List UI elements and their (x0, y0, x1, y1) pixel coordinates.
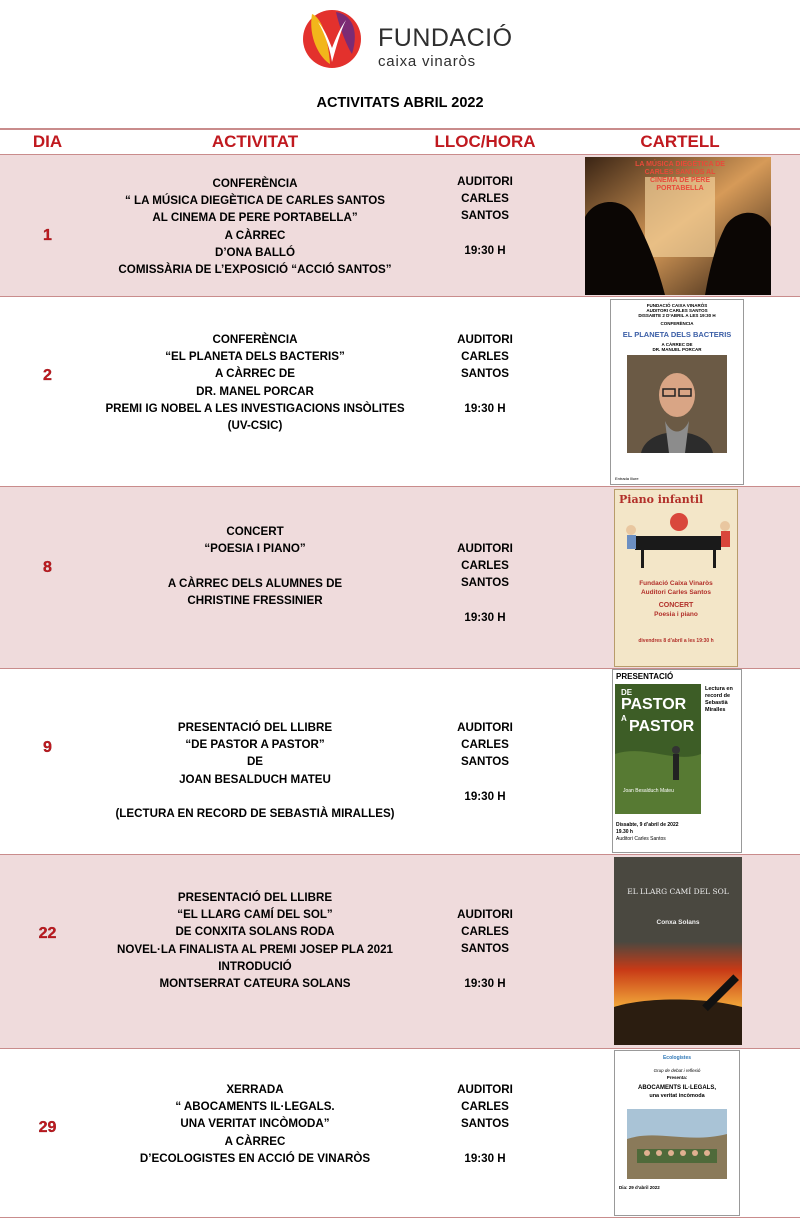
row-activity (95, 523, 415, 609)
place-line: 19:30 H (464, 610, 506, 624)
place-line (420, 383, 550, 400)
activity-line: A CÀRREC (224, 1134, 286, 1148)
row-activity (95, 175, 415, 278)
row-place (420, 906, 550, 992)
row-activity (95, 719, 415, 822)
poster-2-org: FUNDACIÓ CAIXA VINARÒS (646, 303, 708, 308)
place-line: SANTOS (460, 576, 510, 590)
activity-line: “ LA MÚSICA DIEGÈTICA DE CARLES SANTOS (124, 194, 385, 208)
activity-line: D’ECOLOGISTES EN ACCIÓ DE VINARÒS (139, 1151, 371, 1165)
table-row (0, 486, 800, 668)
poster-2-date: DISSABTE 2 D’ABRIL A LES 19:30 H (638, 313, 716, 318)
poster-2-kind: CONFERÈNCIA (660, 321, 694, 326)
activity-line: DR. MANEL PORCAR (196, 384, 314, 398)
place-line: 19:30 H (464, 789, 506, 803)
activity-line: “EL LLARG CAMÍ DEL SOL” (177, 908, 333, 922)
poster-2-speaker: DR. MANUEL PORCAR (652, 347, 702, 352)
poster-5-image (614, 857, 742, 1045)
poster-3-title: Piano infantil (619, 493, 704, 506)
place-line: AUDITORI (457, 1083, 513, 1096)
poster-3-line4: Poesia i piano (654, 611, 698, 618)
place-line: 19:30 H (464, 976, 506, 990)
activity-line: PREMI IG NOBEL A LES INVESTIGACIONS INSÒLITES (105, 401, 405, 415)
poster-3-line1: Fundació Caixa Vinaròs (639, 580, 713, 587)
poster-3-line2: Auditori Carles Santos (640, 589, 712, 596)
row-activity (95, 331, 415, 434)
poster-2-title: EL PLANETA DELS BACTERIS (622, 330, 732, 339)
place-line: SANTOS (460, 942, 510, 956)
table-header (0, 132, 800, 152)
activity-line: (LECTURA EN RECORD DE SEBASTIÀ MIRALLES) (115, 807, 395, 821)
book-cover (615, 684, 701, 814)
place-line: 19:30 H (464, 1151, 506, 1165)
header-divider (0, 128, 800, 130)
activity-line: DE CONXITA SOLANS RODA (175, 925, 335, 939)
activity-line: CONFERÈNCIA (212, 177, 298, 190)
row-activity (95, 1081, 415, 1167)
poster-4 (612, 669, 742, 853)
row-day: 8 (43, 559, 52, 576)
poster-5 (614, 857, 742, 1045)
speaker-photo-icon (627, 355, 727, 453)
place-line: AUDITORI (457, 175, 513, 188)
row-day: 22 (38, 925, 57, 942)
book-author: Joan Besalduch Mateu (623, 788, 674, 794)
activity-line: “ ABOCAMENTS IL·LEGALS. (175, 1100, 335, 1114)
page-title: ACTIVITATS ABRIL 2022 (316, 95, 484, 111)
activity-line: A CÀRREC DELS ALUMNES DE (167, 576, 343, 590)
row-day: 2 (43, 367, 52, 384)
activity-line: “EL PLANETA DELS BACTERIS” (165, 350, 345, 364)
place-line: AUDITORI (457, 542, 513, 555)
poster-6-brand: Ecologistes (662, 1055, 692, 1061)
place-line: CARLES (461, 192, 509, 206)
poster-4-venue: Auditori Carles Santos (616, 836, 666, 842)
activity-line: AL CINEMA DE PERE PORTABELLA” (152, 211, 358, 225)
activity-line: (UV-CSIC) (227, 419, 283, 433)
poster-6-title2: una veritat incòmoda (649, 1093, 705, 1099)
row-activity (95, 889, 415, 992)
table-row (0, 668, 800, 854)
table-row (0, 154, 800, 296)
poster-2-by: A CÀRREC DE (661, 342, 693, 347)
poster-1-title: LA MÚSICA DIEGÈTICA DE CARLES SANTOS AL CINEMA DE PERE PORTABELLA (635, 161, 725, 192)
poster-4-time: 19.30 h (616, 829, 633, 835)
place-line: AUDITORI (457, 721, 513, 734)
logo-mark-icon (300, 8, 370, 70)
table-row (0, 1048, 800, 1218)
poster-4-label: PRESENTACIÓ (616, 672, 674, 681)
poster-3-line3: CONCERT (658, 602, 694, 609)
row-place (420, 1081, 550, 1167)
place-line (420, 225, 550, 242)
column-header-activitat: ACTIVITAT (211, 132, 299, 151)
place-line: CARLES (461, 1100, 509, 1114)
place-line: SANTOS (460, 1117, 510, 1131)
row-place (420, 719, 550, 805)
activity-line: CONCERT (226, 525, 284, 538)
row-day: 9 (43, 739, 52, 756)
place-line: CARLES (461, 350, 509, 364)
poster-6-date: Dia: 29 d’abril 2022 (619, 1185, 660, 1190)
activity-line: PRESENTACIÓ DEL LLIBRE (177, 721, 333, 734)
place-line: 19:30 H (464, 401, 506, 415)
poster-2-foot: Entrada lliure (615, 476, 639, 481)
book-title-3: A (621, 714, 627, 723)
poster-4-date: Dissabte, 9 d’abril de 2022 (616, 822, 679, 828)
group-photo-icon (627, 1109, 727, 1179)
table-row (0, 296, 800, 486)
place-line (420, 771, 550, 788)
activity-line: INTRODUCIÓ (218, 959, 292, 973)
poster-6-presenta: Presenta: (666, 1075, 688, 1080)
place-line: CARLES (461, 925, 509, 939)
place-line: CARLES (461, 559, 509, 573)
table-row (0, 854, 800, 1048)
place-line: AUDITORI (457, 908, 513, 921)
poster-4-side: Lectura en record de Sebastià Miralles (705, 686, 733, 713)
place-line: 19:30 H (464, 243, 506, 257)
poster-5-author: Conxa Solans (656, 919, 700, 926)
place-line: AUDITORI (457, 333, 513, 346)
activity-line: COMISSÀRIA DE L’EXPOSICIÓ “ACCIÓ SANTOS” (118, 263, 392, 277)
activity-line: CONFERÈNCIA (212, 333, 298, 346)
poster-6 (614, 1050, 740, 1216)
activity-line: A CÀRREC (224, 228, 286, 242)
activity-line: NOVEL·LA FINALISTA AL PREMI JOSEP PLA 2021 (117, 942, 393, 956)
piano-illustration-icon (621, 508, 733, 570)
activity-line: “POESIA I PIANO” (204, 542, 306, 556)
place-line (420, 1133, 550, 1150)
book-title-1: DE (621, 688, 633, 697)
place-line: SANTOS (460, 367, 510, 381)
activity-line (95, 788, 415, 805)
column-header-lloc: LLOC/HORA (434, 132, 536, 151)
book-title-2: PASTOR (621, 696, 687, 713)
place-line (420, 958, 550, 975)
book-title-4: PASTOR (629, 718, 695, 735)
activity-line: MONTSERRAT CATEURA SOLANS (159, 977, 351, 991)
activity-line (95, 557, 415, 574)
poster-6-subtitle: Grup de debat i reflexió (653, 1068, 701, 1073)
poster-3-line5: divendres 8 d’abril a les 19:30 h (638, 638, 714, 644)
activity-line: CHRISTINE FRESSINIER (187, 593, 323, 607)
row-place (420, 173, 550, 259)
row-day: 29 (38, 1119, 57, 1136)
activity-line: JOAN BESALDUCH MATEU (179, 772, 331, 786)
activity-line: XERRADA (226, 1083, 284, 1096)
poster-1 (585, 157, 771, 295)
activity-line: A CÀRREC DE (214, 367, 296, 381)
place-line: CARLES (461, 738, 509, 752)
column-header-cartell: CARTELL (640, 132, 720, 151)
row-place (420, 331, 550, 417)
poster-3 (614, 489, 738, 667)
poster-2-venue: AUDITORI CARLES SANTOS (646, 308, 708, 313)
place-line (420, 592, 550, 609)
logo-subname: caixa vinaròs (378, 53, 476, 70)
poster-6-title: ABOCAMENTS IL·LEGALS, (638, 1085, 716, 1091)
logo-name: FUNDACIÓ (378, 24, 513, 52)
activity-line: D’ONA BALLÓ (214, 245, 296, 259)
row-day: 1 (43, 227, 52, 244)
column-header-dia: DIA (32, 132, 63, 151)
activity-line: DE (246, 755, 264, 769)
place-line: SANTOS (460, 209, 510, 223)
poster-5-title: EL LLARG CAMÍ DEL SOL (627, 887, 729, 896)
activity-line: “DE PASTOR A PASTOR” (185, 738, 325, 752)
poster-2 (610, 299, 744, 485)
place-line: SANTOS (460, 755, 510, 769)
activity-line: PRESENTACIÓ DEL LLIBRE (177, 891, 333, 904)
row-place (420, 540, 550, 626)
activity-line: UNA VERITAT INCÒMODA” (180, 1117, 330, 1131)
fundacio-logo (300, 8, 513, 70)
